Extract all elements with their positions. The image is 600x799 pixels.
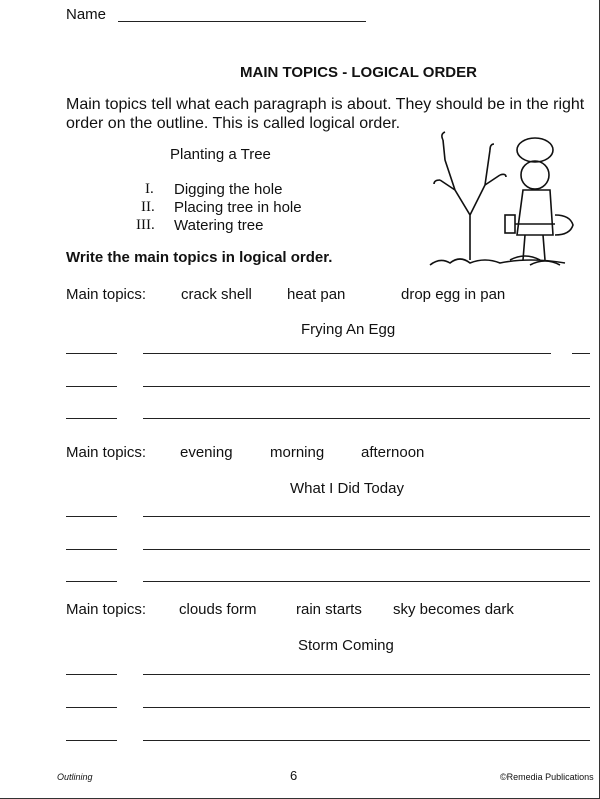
example-item-1: Digging the hole	[174, 181, 283, 198]
numeral-blank[interactable]	[66, 707, 117, 708]
instruction: Write the main topics in logical order.	[66, 249, 333, 266]
example-item-2: Placing tree in hole	[174, 199, 302, 216]
topic: drop egg in pan	[401, 286, 506, 303]
topic-blank[interactable]	[143, 418, 590, 419]
footer-subject: Outlining	[57, 772, 93, 782]
example-num-1: I.	[145, 181, 154, 197]
numeral-blank[interactable]	[66, 581, 117, 582]
numeral-blank[interactable]	[66, 386, 117, 387]
example-title: Planting a Tree	[170, 146, 271, 163]
topic: heat pan	[287, 286, 346, 303]
topic-blank[interactable]	[143, 516, 590, 517]
topic: rain starts	[296, 601, 362, 618]
topic-blank[interactable]	[143, 707, 590, 708]
page-title: MAIN TOPICS - LOGICAL ORDER	[240, 64, 477, 81]
topic-blank[interactable]	[143, 549, 590, 550]
main-topics-label-3: Main topics:	[66, 601, 147, 618]
topic: crack shell	[181, 286, 252, 303]
name-label: Name	[66, 6, 107, 23]
footer-copyright: ©Remedia Publications	[500, 772, 594, 782]
topic: morning	[270, 444, 325, 461]
topic-blank[interactable]	[572, 353, 590, 354]
exercise-title-3: Storm Coming	[298, 637, 394, 654]
page-number: 6	[290, 768, 298, 783]
example-num-2: II.	[141, 199, 155, 215]
intro-line-2: order on the outline. This is called logical order.	[66, 115, 401, 132]
topic-blank[interactable]	[143, 353, 551, 354]
main-topics-label-2: Main topics:	[66, 444, 147, 461]
topic-blank[interactable]	[143, 386, 590, 387]
topic: sky becomes dark	[393, 601, 514, 618]
example-num-3: III.	[136, 217, 155, 233]
numeral-blank[interactable]	[66, 740, 117, 741]
topic-blank[interactable]	[143, 674, 590, 675]
intro-line-1: Main topics tell what each paragraph is about. They should be in the right	[66, 96, 585, 113]
name-field[interactable]	[118, 21, 366, 22]
exercise-title-1: Frying An Egg	[301, 321, 396, 338]
boy-planting-tree-illustration	[425, 120, 575, 275]
numeral-blank[interactable]	[66, 549, 117, 550]
topic-blank[interactable]	[143, 740, 590, 741]
example-item-3: Watering tree	[174, 217, 264, 234]
main-topics-label-1: Main topics:	[66, 286, 147, 303]
topic: afternoon	[361, 444, 425, 461]
numeral-blank[interactable]	[66, 418, 117, 419]
topic-blank[interactable]	[143, 581, 590, 582]
numeral-blank[interactable]	[66, 353, 117, 354]
numeral-blank[interactable]	[66, 674, 117, 675]
topic: clouds form	[179, 601, 257, 618]
topic: evening	[180, 444, 233, 461]
numeral-blank[interactable]	[66, 516, 117, 517]
exercise-title-2: What I Did Today	[290, 480, 404, 497]
